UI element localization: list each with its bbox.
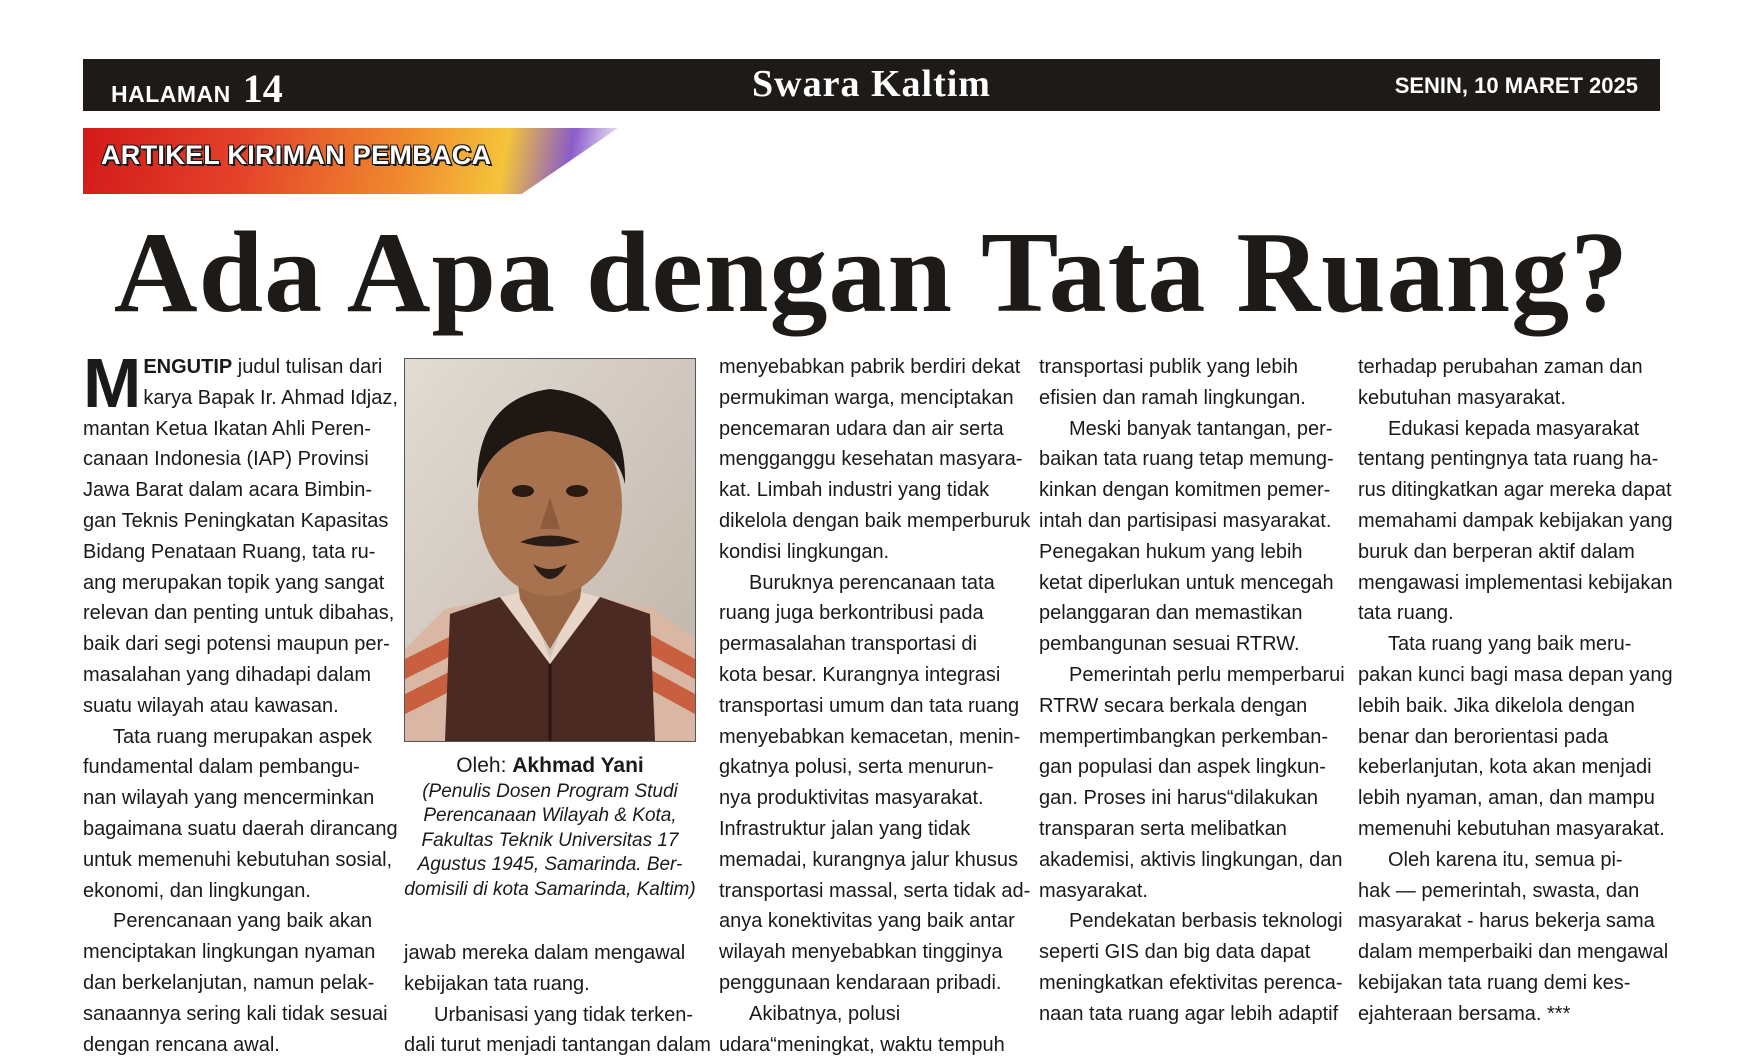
text-line: wilayah menyebabkan tingginya: [719, 941, 1003, 964]
text-line: pembangunan sesuai RTRW.: [1039, 633, 1300, 656]
text-line: lebih nyaman, aman, dan mampu: [1358, 787, 1655, 810]
text-line: permukiman warga, menciptakan: [719, 386, 1014, 409]
issue-date: SENIN, 10 MARET 2025: [1394, 73, 1638, 98]
text-line: memenuhi kebutuhan masyarakat.: [1358, 817, 1665, 840]
text-line: Oleh karena itu, semua pi-: [1388, 848, 1623, 871]
text-line: penggunaan kendaraan pribadi.: [719, 971, 1002, 994]
text-line: anya konektivitas yang baik antar: [719, 910, 1015, 933]
text-line: dalam memperbaiki dan mengawal: [1358, 941, 1669, 964]
text-line: menciptakan lingkungan nyaman: [83, 941, 376, 964]
author-affiliation-line: Fakultas Teknik Universitas 17: [421, 829, 679, 851]
text-line: transparan serta melibatkan: [1039, 817, 1287, 840]
text-line: memadai, kurangnya jalur khusus: [719, 848, 1019, 871]
text-line: pelanggaran dan memastikan: [1039, 602, 1303, 625]
byline-prefix: Oleh:: [456, 754, 507, 777]
text-line: Akibatnya, polusi: [749, 1002, 901, 1025]
author-affiliation-line: Agustus 1945, Samarinda. Ber-: [417, 854, 683, 876]
text-line: RTRW secara berkala dengan: [1039, 694, 1308, 717]
text-line: udara“meningkat, waktu tempuh: [719, 1033, 1005, 1056]
halaman-label: HALAMAN: [111, 81, 231, 107]
drop-cap: M: [83, 344, 142, 422]
text-line: mengganggu kesehatan masyara-: [719, 448, 1023, 471]
text-line: dali turut menjadi tantangan dalam: [404, 1034, 711, 1057]
text-line: pencemaran udara dan air serta: [719, 417, 1004, 440]
text-line: terhadap perubahan zaman dan: [1358, 356, 1643, 378]
article-column-1: [83, 344, 398, 1060]
page-header-bar: [83, 59, 1660, 111]
text-line: sanaannya sering kali tidak sesuai: [83, 1002, 388, 1025]
text-line: gan. Proses ini harus“dilakukan: [1039, 787, 1319, 810]
author-photo: [404, 358, 696, 742]
text-line: memahami dampak kebijakan yang: [1358, 509, 1673, 532]
lead-word: ENGUTIP: [143, 356, 233, 378]
publication-name: Swara Kaltim: [752, 63, 991, 105]
text-line: Pendekatan berbasis teknologi: [1069, 910, 1343, 933]
text-line: transportasi massal, serta tidak ad-: [719, 879, 1031, 902]
text-line: canaan Indonesia (IAP) Provinsi: [83, 448, 369, 471]
text-line: masyarakat - harus bekerja sama: [1358, 910, 1655, 933]
text-line: tentang pentingnya tata ruang ha-: [1358, 448, 1659, 471]
text-line: efisien dan ramah lingkungan.: [1039, 386, 1306, 409]
text-line: Edukasi kepada masyarakat: [1388, 417, 1640, 440]
text-line: Jawa Barat dalam acara Bimbin-: [83, 479, 373, 502]
text-line: ang merupakan topik yang sangat: [83, 571, 385, 594]
text-line: menyebabkan kemacetan, menin-: [719, 725, 1021, 748]
byline: [398, 752, 702, 780]
text-line: buruk dan berperan aktif dalam: [1358, 540, 1635, 563]
text-line: keberlanjutan, kota akan menjadi: [1358, 756, 1652, 779]
text-line: tata ruang.: [1358, 602, 1454, 625]
text-line: suatu wilayah atau kawasan.: [83, 694, 339, 717]
text-line: ejahteraan bersama. ***: [1358, 1002, 1571, 1025]
text-line: Penegakan hukum yang lebih: [1039, 540, 1303, 563]
text-line: mempertimbangkan perkemban-: [1039, 725, 1329, 748]
article-column-3: [719, 352, 1030, 1060]
text-line: Tata ruang yang baik meru-: [1388, 633, 1632, 656]
text-line: lebih baik. Jika dikelola dengan: [1358, 694, 1635, 717]
text-line: baikan tata ruang tetap memung-: [1039, 448, 1334, 471]
text-line: Bidang Penataan Ruang, tata ru-: [83, 540, 376, 563]
text-line: jawab mereka dalam mengawal: [404, 942, 686, 964]
author-name: Akhmad Yani: [512, 754, 644, 777]
author-caption: [398, 752, 702, 902]
text-line: karya Bapak Ir. Ahmad Idjaz,: [143, 386, 398, 409]
text-line: kat. Limbah industri yang tidak: [719, 479, 990, 502]
text-line: Meski banyak tantangan, per-: [1069, 417, 1333, 440]
text-line: hak — pemerintah, swasta, dan: [1358, 879, 1640, 902]
text-line: kinkan dengan komitmen pemer-: [1039, 479, 1331, 502]
text-line: gan Teknis Peningkatan Kapasitas: [83, 509, 389, 532]
page-number: 14: [242, 66, 283, 111]
text-line: meningkatkan efektivitas perenca-: [1039, 971, 1343, 994]
text-line: kebutuhan masyarakat.: [1358, 386, 1566, 409]
section-rubric-label: ARTIKEL KIRIMAN PEMBACA: [101, 140, 492, 170]
text-line: rus ditingkatkan agar mereka dapat: [1358, 479, 1672, 502]
text-line: kebijakan tata ruang demi kes-: [1358, 971, 1631, 994]
text-line: nya produktivitas masyarakat.: [719, 787, 984, 810]
author-affiliation-line: domisili di kota Samarinda, Kaltim): [404, 878, 696, 900]
text-line: ruang juga berkontribusi pada: [719, 602, 984, 625]
text-line: kondisi lingkungan.: [719, 540, 890, 563]
author-affiliation-line: Perencanaan Wilayah & Kota,: [423, 805, 677, 827]
text-line: fundamental dalam pembangu-: [83, 756, 360, 779]
text-line: Urbanisasi yang tidak terken-: [434, 1003, 694, 1026]
text-line: untuk memenuhi kebutuhan sosial,: [83, 848, 393, 871]
text-line: transportasi publik yang lebih: [1039, 356, 1299, 378]
text-line: dikelola dengan baik memperburuk: [719, 509, 1031, 532]
article-column-4: [1039, 352, 1345, 1030]
text-line: masalahan yang dihadapi dalam: [83, 663, 371, 686]
text-line: Buruknya perencanaan tata: [749, 571, 995, 594]
text-line: ENGUTIP judul tulisan dari: [143, 356, 383, 378]
text-line: kota besar. Kurangnya integrasi: [719, 663, 1001, 686]
text-line: dengan rencana awal.: [83, 1033, 280, 1056]
text-line: menyebabkan pabrik berdiri dekat: [719, 356, 1021, 378]
text-line: akademisi, aktivis lingkungan, dan: [1039, 848, 1343, 871]
text-line: Infrastruktur jalan yang tidak: [719, 817, 971, 840]
article-headline: Ada Apa dengan Tata Ruang?: [113, 209, 1630, 337]
text-line: mantan Ketua Ikatan Ahli Peren-: [83, 417, 371, 440]
text-line: Perencanaan yang baik akan: [113, 910, 373, 933]
author-affiliation-line: (Penulis Dosen Program Studi: [422, 781, 678, 802]
text-line: ketat diperlukan untuk mencegah: [1039, 571, 1334, 594]
text-line: permasalahan transportasi di: [719, 633, 977, 656]
text-line: Tata ruang merupakan aspek: [113, 725, 373, 748]
text-line: masyarakat.: [1039, 879, 1148, 902]
text-line: ekonomi, dan lingkungan.: [83, 879, 311, 902]
article-column-5: [1358, 352, 1673, 1030]
text-line: dan berkelanjutan, namun pelak-: [83, 971, 375, 994]
text-line: seperti GIS dan big data dapat: [1039, 941, 1311, 964]
text-line: pakan kunci bagi masa depan yang: [1358, 663, 1673, 686]
text-line: bagaimana suatu daerah dirancang: [83, 817, 398, 840]
text-line: Pemerintah perlu memperbarui: [1069, 663, 1345, 686]
text-line: gkatnya polusi, serta menurun-: [719, 756, 994, 779]
text-line: mengawasi implementasi kebijakan: [1358, 571, 1673, 594]
text-line: gan populasi dan aspek lingkun-: [1039, 756, 1326, 779]
text-line: nan wilayah yang mencerminkan: [83, 787, 375, 810]
text-line: relevan dan penting untuk dibahas,: [83, 602, 395, 625]
author-portrait-image: [405, 359, 695, 741]
text-line: transportasi umum dan tata ruang: [719, 694, 1020, 717]
text-line: naan tata ruang agar lebih adaptif: [1039, 1002, 1339, 1025]
text-line: benar dan berorientasi pada: [1358, 725, 1609, 748]
article-column-2: [404, 938, 711, 1061]
text-line: intah dan partisipasi masyarakat.: [1039, 509, 1332, 532]
text-line: kebijakan tata ruang.: [404, 972, 590, 995]
text-line: baik dari segi potensi maupun per-: [83, 633, 390, 656]
